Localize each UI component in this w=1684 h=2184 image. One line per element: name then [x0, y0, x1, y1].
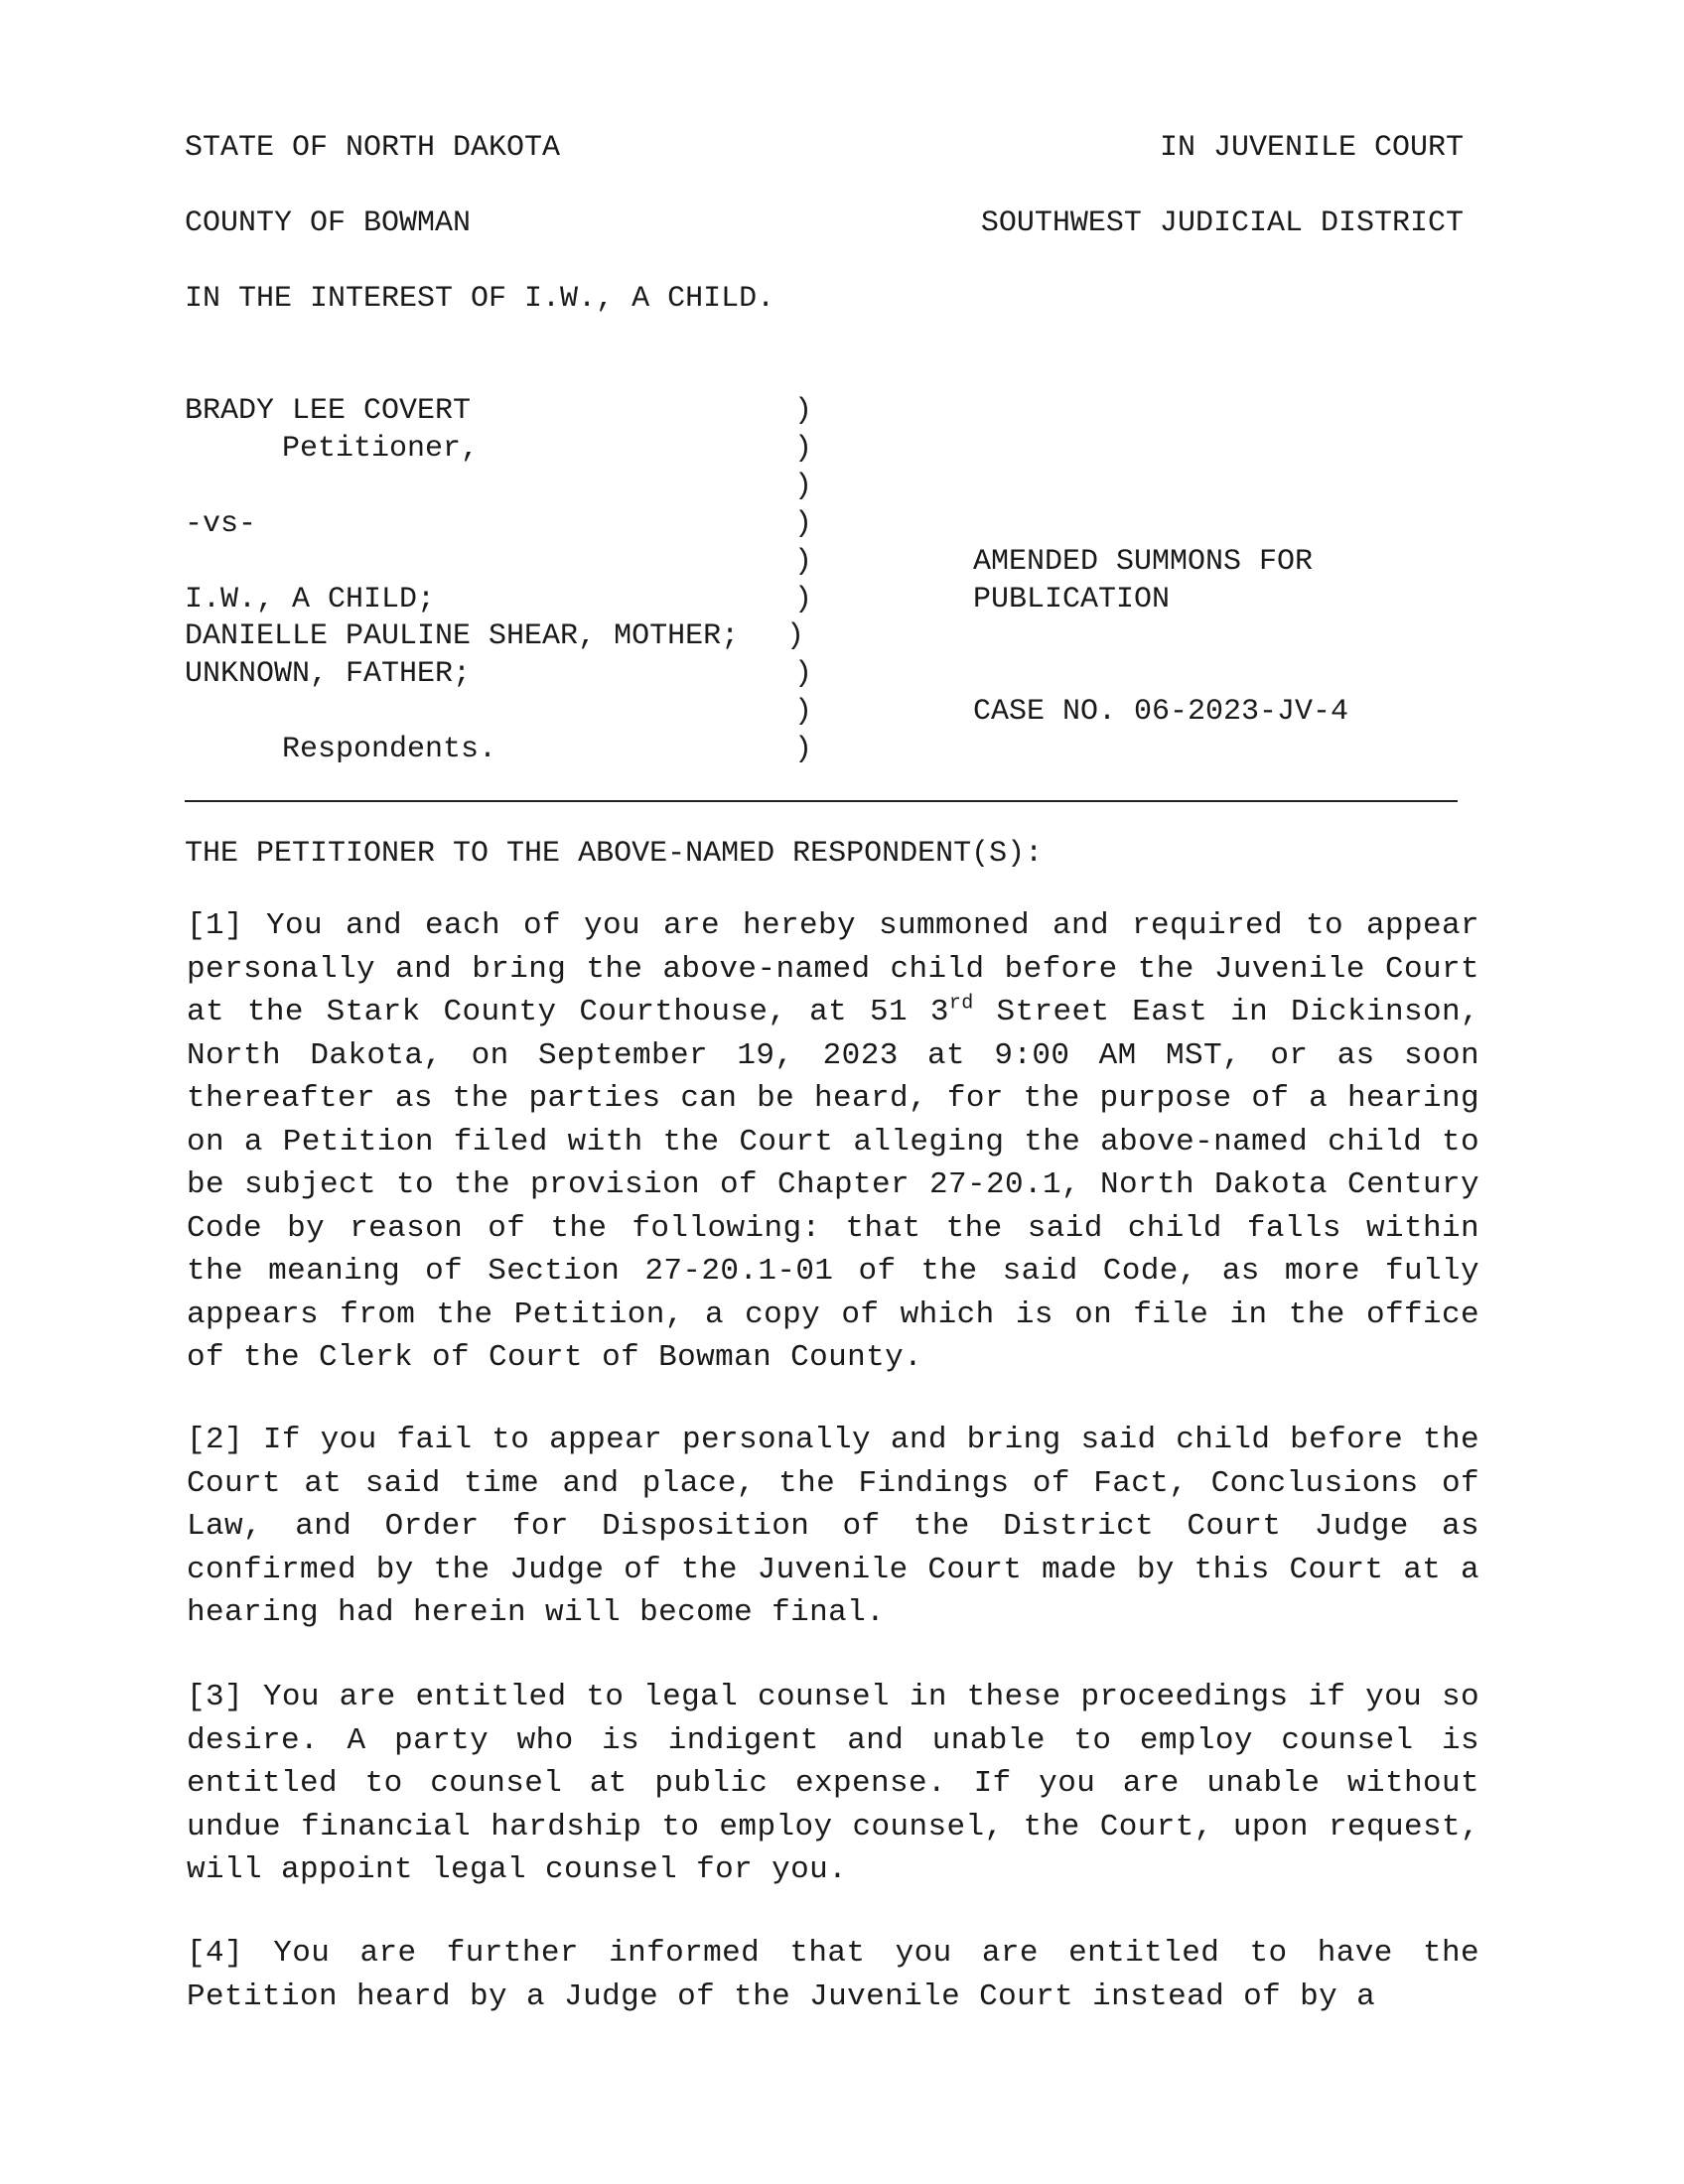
- document-title-line2: PUBLICATION: [973, 583, 1171, 616]
- respondent-mother: DANIELLE PAULINE SHEAR, MOTHER;: [185, 619, 740, 653]
- ordinal-suffix: rd: [948, 992, 974, 1016]
- salutation: THE PETITIONER TO THE ABOVE-NAMED RESPONDENT(S):: [185, 837, 1044, 871]
- paragraph-4: [4] You are further informed that you are entitled to have the Petition heard by a Judge of the Juvenile Court instead of by a: [187, 1936, 1479, 2014]
- respondents-role: Respondents.: [282, 733, 497, 766]
- paragraph-2: [2] If you fail to appear personally and bring said child before the Court at said time and place, the Findings of Fact, Conclusions of Law, and Order for Disposition of the District Court Judge as confirmed by the Judge of the Juvenile Court made by this Court at a hearing had herein will become final.: [187, 1423, 1479, 1630]
- caption-paren: ): [794, 394, 813, 428]
- district-heading: SOUTHWEST JUDICIAL DISTRICT: [980, 206, 1464, 240]
- paragraph-1-part-a: [1] You and each of you are hereby summoned and required to appear personally and bring the above-named child before the Juvenile Court at the Stark County Courthouse, at 51 3: [187, 908, 1479, 1029]
- document-title-line1: AMENDED SUMMONS FOR: [973, 545, 1314, 579]
- paragraph-3: [3] You are entitled to legal counsel in these proceedings if you so desire. A party who is indigent and unable to employ counsel is entitled to counsel at public expense. If you are unable without undue financial hardship to employ counsel, the Court, upon request, will appoint legal counsel for you.: [187, 1680, 1479, 1887]
- caption-paren: ): [786, 619, 805, 653]
- caption-paren: ): [794, 695, 813, 729]
- caption-paren: ): [794, 733, 813, 766]
- paragraph-1-part-b: Street East in Dickinson, North Dakota, on September 19, 2023 at 9:00 AM MST, or as soon thereafter as the parties can be heard, for the purpose of a hearing on a Petition filed with the Court alleging the above-named child to be subject to the provision of Chapter 27-20.1, North Dakota Century Code by reason of the following: that the said child falls within the meaning of Section 27-20.1-01 of the said Code, as more fully appears from the Petition, a copy of which is on file in the office of the Clerk of Court of Bowman County.: [187, 995, 1479, 1375]
- petitioner-role: Petitioner,: [282, 432, 480, 466]
- caption-paren: ): [794, 470, 813, 503]
- versus-label: -vs-: [185, 507, 257, 541]
- respondent-child: I.W., A CHILD;: [185, 583, 436, 616]
- interest-line: IN THE INTEREST OF I.W., A CHILD.: [185, 282, 775, 316]
- state-heading: STATE OF NORTH DAKOTA: [185, 131, 561, 165]
- petitioner-name: BRADY LEE COVERT: [185, 394, 472, 428]
- caption-divider: [185, 800, 1458, 802]
- case-number: CASE NO. 06-2023-JV-4: [973, 695, 1349, 729]
- county-heading: COUNTY OF BOWMAN: [185, 206, 472, 240]
- respondent-father: UNKNOWN, FATHER;: [185, 657, 472, 691]
- caption-paren: ): [794, 545, 813, 579]
- paragraph-1: [187, 904, 1479, 1380]
- court-heading: IN JUVENILE COURT: [1159, 131, 1464, 165]
- caption-paren: ): [794, 583, 813, 616]
- caption-paren: ): [794, 657, 813, 691]
- caption-paren: ): [794, 507, 813, 541]
- caption-paren: ): [794, 432, 813, 466]
